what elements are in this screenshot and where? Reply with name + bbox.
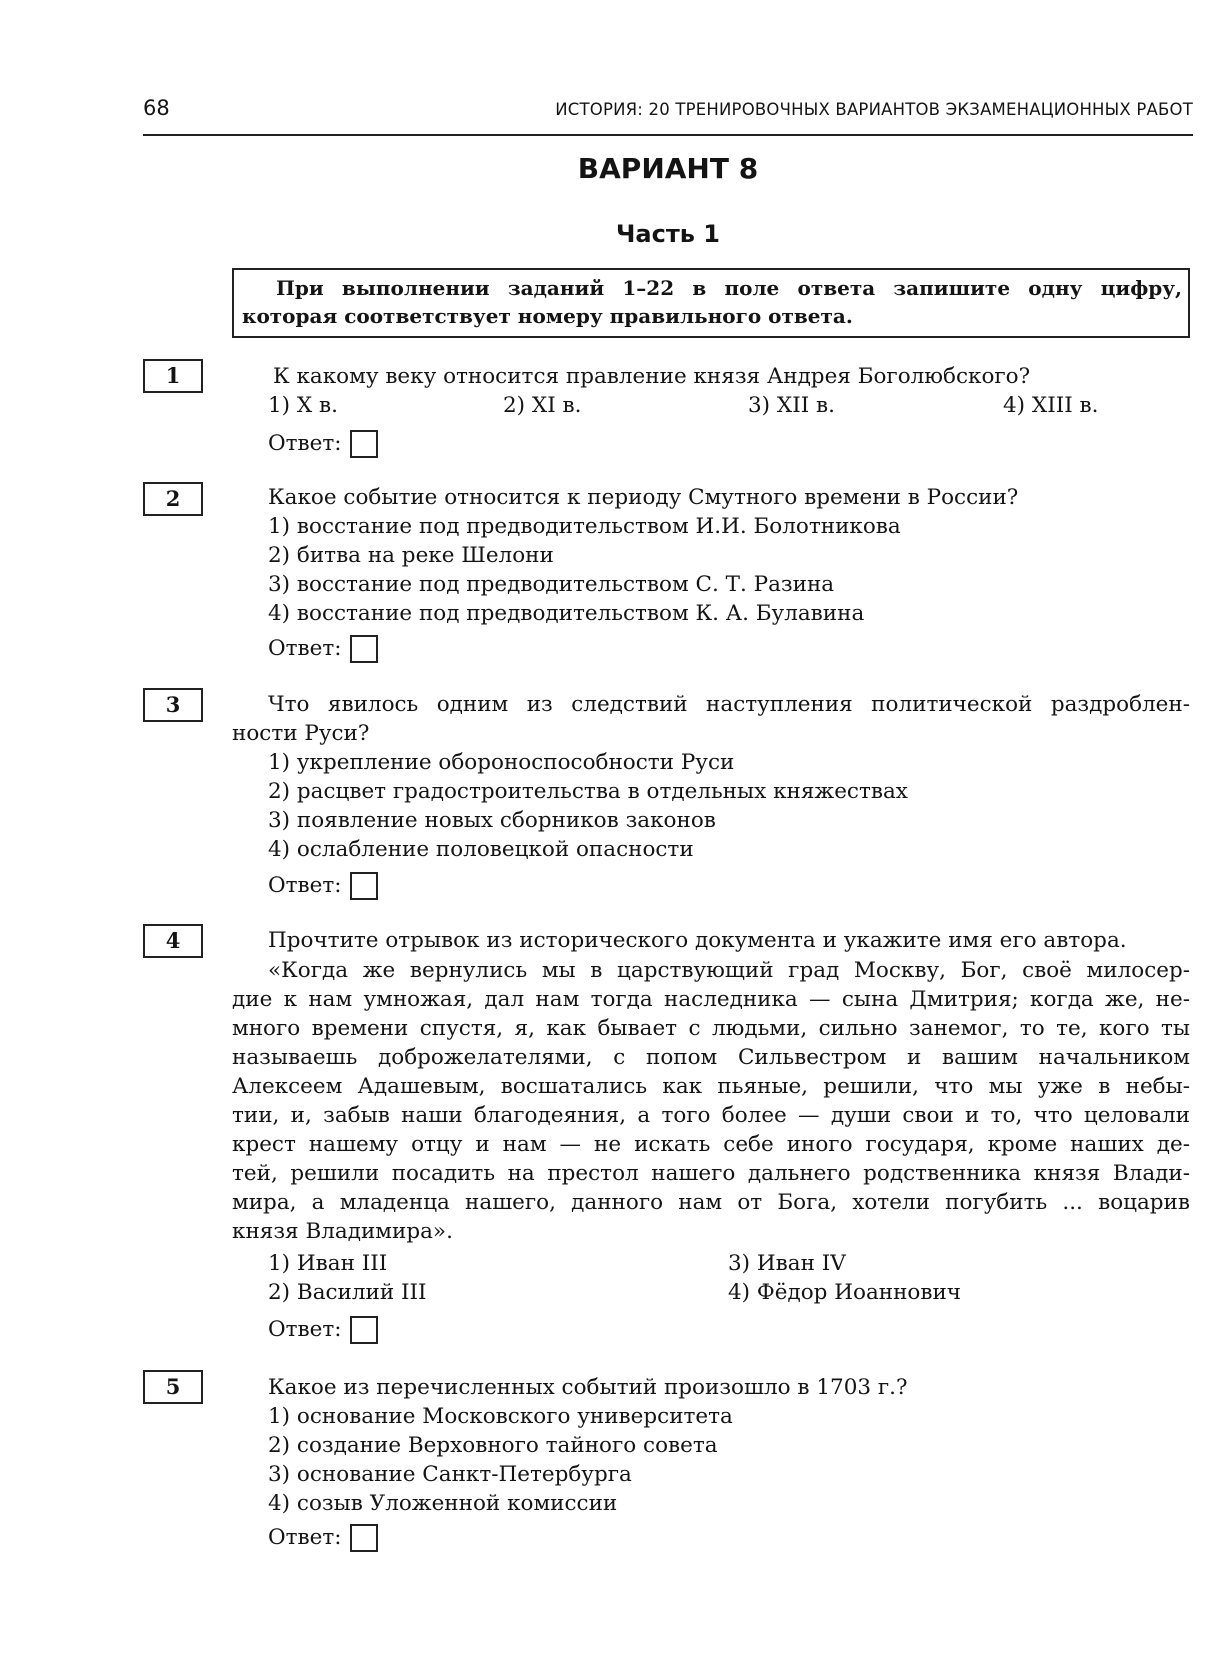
question-1-text: К какому веку относится правление князя Андрея Боголюбского? <box>273 364 1031 389</box>
quote-line: много времени спустя, я, как бывает с людьми, сильно занемог, то те, кого ты <box>232 1016 1190 1041</box>
answer-box[interactable] <box>350 872 378 900</box>
instruction-line-1: При выполнении заданий 1–22 в поле ответа запишите одну цифру, <box>276 276 1182 300</box>
question-4-options-row-2 <box>268 1278 1138 1307</box>
question-1-options <box>268 391 1138 420</box>
question-4-answer <box>268 1314 378 1346</box>
question-3-text-line-2: ности Руси? <box>232 721 370 746</box>
question-3-text-line-1: Что явилось одним из следствий наступления политической раздроблен- <box>268 692 1190 717</box>
quote-line: мира, а младенца нашего, данного нам от Бога, хотели погубить ... воцарив <box>232 1190 1190 1215</box>
quote-line: тей, решили посадить на престол нашего дальнего родственника князя Влади- <box>232 1161 1190 1186</box>
option[interactable]: 3) основание Санкт-Петербурга <box>268 1462 632 1487</box>
option[interactable]: 2) расцвет градостроительства в отдельных княжествах <box>268 779 908 804</box>
question-5-number: 5 <box>143 1370 203 1404</box>
question-2-text: Какое событие относится к периоду Смутного времени в России? <box>268 485 1019 510</box>
quote-line: Алексеем Адашевым, восшатались как пьяные, решили, что мы уже в небы- <box>232 1074 1190 1099</box>
instruction-line-2: которая соответствует номеру правильного ответа. <box>242 304 853 328</box>
option[interactable]: 3) XII в. <box>748 393 835 418</box>
option[interactable]: 4) XIII в. <box>1003 393 1099 418</box>
part-title: Часть 1 <box>616 220 720 248</box>
quote-line: дие к нам умножая, дал нам тогда наследника — сына Дмитрия; когда же, не- <box>232 987 1190 1012</box>
page-number: 68 <box>143 96 170 120</box>
instruction-box <box>232 268 1190 338</box>
answer-label: Ответ: <box>268 636 342 661</box>
answer-box[interactable] <box>350 1524 378 1552</box>
option[interactable]: 3) восстание под предводительством С. Т. Разина <box>268 572 835 597</box>
question-5-answer <box>268 1522 378 1554</box>
option[interactable]: 1) укрепление обороноспособности Руси <box>268 750 735 775</box>
quote-line: «Когда же вернулись мы в царствующий град Москву, Бог, своё милосер- <box>268 958 1190 983</box>
question-2-answer <box>268 633 378 665</box>
option[interactable]: 3) появление новых сборников законов <box>268 808 716 833</box>
page-header <box>143 92 1193 136</box>
answer-label: Ответ: <box>268 873 342 898</box>
option[interactable]: 4) Фёдор Иоаннович <box>728 1280 962 1305</box>
answer-box[interactable] <box>350 1316 378 1344</box>
quote-line: тии, и, забыв наши благодеяния, а того более — души свои и то, что целовали <box>232 1103 1190 1128</box>
variant-title: ВАРИАНТ 8 <box>577 152 759 185</box>
question-5-text: Какое из перечисленных событий произошло в 1703 г.? <box>268 1375 908 1400</box>
quote-line: крест нашему отцу и нам — не искать себе иного государя, кроме наших де- <box>232 1132 1190 1157</box>
answer-box[interactable] <box>350 430 378 458</box>
option[interactable]: 2) XI в. <box>503 393 582 418</box>
question-4-text: Прочтите отрывок из исторического документа и укажите имя его автора. <box>268 928 1127 953</box>
option[interactable]: 3) Иван IV <box>728 1251 846 1276</box>
running-title: ИСТОРИЯ: 20 ТРЕНИРОВОЧНЫХ ВАРИАНТОВ ЭКЗАМЕНАЦИОННЫХ РАБОТ <box>555 100 1193 119</box>
answer-label: Ответ: <box>268 1317 342 1342</box>
question-1-number: 1 <box>143 359 203 393</box>
option[interactable]: 4) созыв Уложенной комиссии <box>268 1491 618 1516</box>
option[interactable]: 1) основание Московского университета <box>268 1404 733 1429</box>
answer-box[interactable] <box>350 635 378 663</box>
option[interactable]: 4) восстание под предводительством К. А. Булавина <box>268 601 865 626</box>
option[interactable]: 2) Василий III <box>268 1280 427 1305</box>
option[interactable]: 2) битва на реке Шелони <box>268 543 554 568</box>
option[interactable]: 1) Иван III <box>268 1251 388 1276</box>
quote-line: князя Владимира». <box>232 1219 453 1244</box>
option[interactable]: 4) ослабление половецкой опасности <box>268 837 694 862</box>
question-3-answer <box>268 870 378 902</box>
quote-line: называешь доброжелателями, с попом Сильвестром и вашим начальником <box>232 1045 1190 1070</box>
answer-label: Ответ: <box>268 431 342 456</box>
option[interactable]: 2) создание Верховного тайного совета <box>268 1433 718 1458</box>
answer-label: Ответ: <box>268 1525 342 1550</box>
question-2-number: 2 <box>143 482 203 516</box>
question-3-number: 3 <box>143 688 203 722</box>
option[interactable]: 1) восстание под предводительством И.И. Болотникова <box>268 514 901 539</box>
question-4-options-row-1 <box>268 1249 1138 1278</box>
question-4-number: 4 <box>143 924 203 958</box>
option[interactable]: 1) X в. <box>268 393 338 418</box>
question-1-answer <box>268 428 378 460</box>
